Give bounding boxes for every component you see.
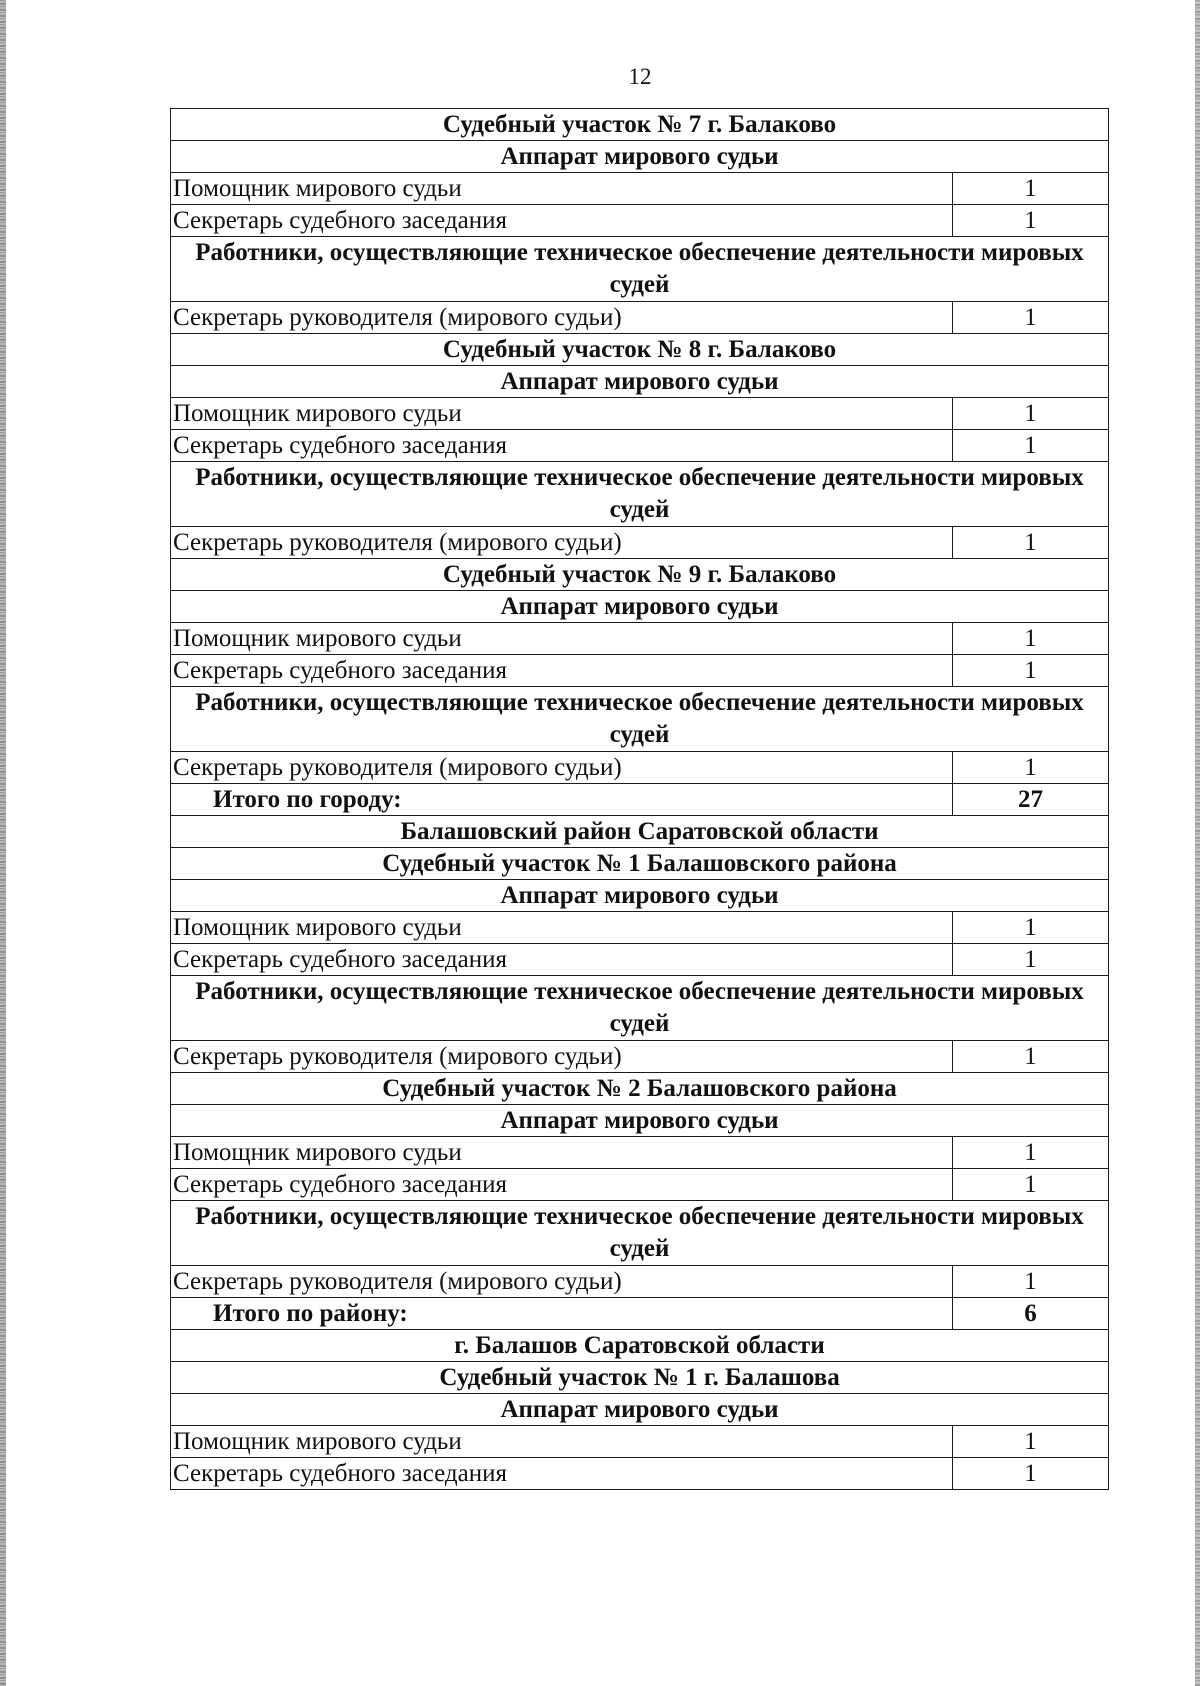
- position-count: 1: [953, 302, 1109, 334]
- section-heading: Судебный участок № 7 г. Балаково: [171, 109, 1109, 141]
- table-row: [171, 623, 1109, 655]
- table-row: [171, 398, 1109, 430]
- staff-table-body: [171, 109, 1109, 1490]
- position-count: 1: [953, 398, 1109, 430]
- section-heading-row: [171, 687, 1109, 752]
- position-title: Помощник мирового судьи: [171, 173, 953, 205]
- position-title: Секретарь руководителя (мирового судьи): [171, 1041, 953, 1073]
- section-heading: Судебный участок № 9 г. Балаково: [171, 559, 1109, 591]
- position-count: 1: [953, 752, 1109, 784]
- section-heading: Аппарат мирового судьи: [171, 141, 1109, 173]
- position-count: 1: [953, 655, 1109, 687]
- section-heading-row: [171, 366, 1109, 398]
- staff-table: [170, 108, 1109, 1490]
- section-heading: Судебный участок № 1 г. Балашова: [171, 1362, 1109, 1394]
- section-heading: Судебный участок № 1 Балашовского района: [171, 848, 1109, 880]
- section-heading: Работники, осуществляющие техническое обеспечение деятельности мировых судей: [171, 237, 1109, 302]
- position-count: 1: [953, 1169, 1109, 1201]
- position-title: Секретарь судебного заседания: [171, 430, 953, 462]
- position-title: Помощник мирового судьи: [171, 912, 953, 944]
- total-value: 6: [953, 1298, 1109, 1330]
- position-count: 1: [953, 430, 1109, 462]
- scan-edge-right: [1195, 0, 1200, 1686]
- position-count: 1: [953, 1426, 1109, 1458]
- section-heading-row: [171, 880, 1109, 912]
- position-count: 1: [953, 527, 1109, 559]
- table-row: [171, 1137, 1109, 1169]
- position-title: Секретарь руководителя (мирового судьи): [171, 1266, 953, 1298]
- position-count: 1: [953, 173, 1109, 205]
- position-title: Помощник мирового судьи: [171, 1426, 953, 1458]
- table-row: [171, 527, 1109, 559]
- section-heading-row: [171, 334, 1109, 366]
- section-heading-row: [171, 1073, 1109, 1105]
- position-title: Секретарь руководителя (мирового судьи): [171, 527, 953, 559]
- position-count: 1: [953, 912, 1109, 944]
- section-heading: Балашовский район Саратовской области: [171, 816, 1109, 848]
- position-title: Секретарь руководителя (мирового судьи): [171, 302, 953, 334]
- section-heading-row: [171, 1394, 1109, 1426]
- section-heading: Работники, осуществляющие техническое обеспечение деятельности мировых судей: [171, 687, 1109, 752]
- table-row: [171, 1169, 1109, 1201]
- table-row: [171, 205, 1109, 237]
- section-heading-row: [171, 1330, 1109, 1362]
- table-row: [171, 173, 1109, 205]
- position-title: Секретарь судебного заседания: [171, 944, 953, 976]
- position-title: Секретарь судебного заседания: [171, 205, 953, 237]
- total-label: Итого по городу:: [171, 784, 953, 816]
- section-heading: Работники, осуществляющие техническое обеспечение деятельности мировых судей: [171, 1201, 1109, 1266]
- section-heading-row: [171, 1362, 1109, 1394]
- section-heading-row: [171, 141, 1109, 173]
- total-value: 27: [953, 784, 1109, 816]
- table-row: [171, 302, 1109, 334]
- section-heading: Работники, осуществляющие техническое обеспечение деятельности мировых судей: [171, 976, 1109, 1041]
- section-heading-row: [171, 1105, 1109, 1137]
- position-title: Помощник мирового судьи: [171, 1137, 953, 1169]
- position-count: 1: [953, 944, 1109, 976]
- section-heading-row: [171, 462, 1109, 527]
- section-heading-row: [171, 816, 1109, 848]
- table-row: [171, 1458, 1109, 1490]
- table-row: [171, 655, 1109, 687]
- position-title: Помощник мирового судьи: [171, 398, 953, 430]
- position-title: Секретарь судебного заседания: [171, 655, 953, 687]
- section-heading: Аппарат мирового судьи: [171, 366, 1109, 398]
- section-heading: Аппарат мирового судьи: [171, 1105, 1109, 1137]
- total-label: Итого по району:: [171, 1298, 953, 1330]
- table-row: [171, 1041, 1109, 1073]
- total-row: [171, 1298, 1109, 1330]
- table-row: [171, 1266, 1109, 1298]
- position-count: 1: [953, 205, 1109, 237]
- position-count: 1: [953, 1266, 1109, 1298]
- position-count: 1: [953, 1041, 1109, 1073]
- position-title: Секретарь судебного заседания: [171, 1169, 953, 1201]
- section-heading: Аппарат мирового судьи: [171, 1394, 1109, 1426]
- position-title: Секретарь судебного заседания: [171, 1458, 953, 1490]
- section-heading-row: [171, 591, 1109, 623]
- position-count: 1: [953, 1458, 1109, 1490]
- section-heading-row: [171, 1201, 1109, 1266]
- table-row: [171, 1426, 1109, 1458]
- section-heading-row: [171, 237, 1109, 302]
- section-heading: Аппарат мирового судьи: [171, 880, 1109, 912]
- table-row: [171, 752, 1109, 784]
- total-row: [171, 784, 1109, 816]
- section-heading-row: [171, 848, 1109, 880]
- table-row: [171, 944, 1109, 976]
- scan-edge-left: [0, 0, 6, 1686]
- section-heading: Работники, осуществляющие техническое обеспечение деятельности мировых судей: [171, 462, 1109, 527]
- section-heading: г. Балашов Саратовской области: [171, 1330, 1109, 1362]
- table-row: [171, 430, 1109, 462]
- position-title: Секретарь руководителя (мирового судьи): [171, 752, 953, 784]
- section-heading: Аппарат мирового судьи: [171, 591, 1109, 623]
- section-heading-row: [171, 559, 1109, 591]
- section-heading-row: [171, 976, 1109, 1041]
- position-count: 1: [953, 623, 1109, 655]
- section-heading: Судебный участок № 2 Балашовского района: [171, 1073, 1109, 1105]
- table-row: [171, 912, 1109, 944]
- position-count: 1: [953, 1137, 1109, 1169]
- position-title: Помощник мирового судьи: [171, 623, 953, 655]
- section-heading-row: [171, 109, 1109, 141]
- page-number: 12: [628, 64, 652, 89]
- section-heading: Судебный участок № 8 г. Балаково: [171, 334, 1109, 366]
